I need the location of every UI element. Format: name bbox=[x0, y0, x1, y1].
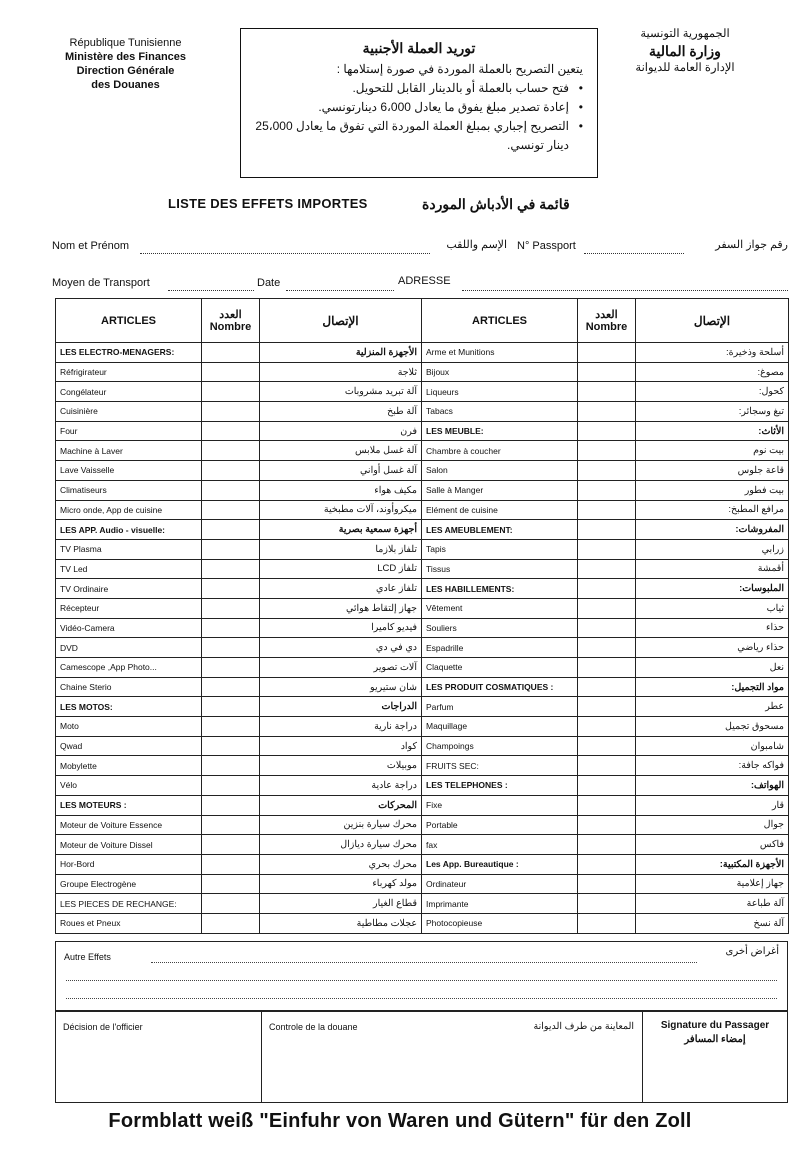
table-row bbox=[56, 677, 789, 697]
quantity-cell-right[interactable] bbox=[578, 756, 636, 776]
article-left-arabic: عجلات مطاطية bbox=[260, 913, 422, 933]
quantity-cell-left[interactable] bbox=[202, 776, 260, 796]
article-right-arabic: ثياب bbox=[636, 598, 789, 618]
article-right: Tissus bbox=[422, 559, 578, 579]
quantity-cell-right[interactable] bbox=[578, 638, 636, 658]
article-left: Roues et Pneux bbox=[56, 913, 202, 933]
article-left-arabic: موبيلات bbox=[260, 756, 422, 776]
article-right-arabic: الأثاث: bbox=[636, 421, 789, 441]
transport-label: Moyen de Transport bbox=[52, 277, 150, 289]
address-label: ADRESSE bbox=[398, 275, 451, 287]
quantity-cell-right[interactable] bbox=[578, 520, 636, 540]
other-effects-line-1[interactable] bbox=[151, 962, 697, 963]
designation-header-left: الإتصال bbox=[260, 299, 422, 343]
customs-control-label: Controle de la douane bbox=[269, 1022, 358, 1032]
table-row bbox=[56, 382, 789, 402]
header-left-line4: des Douanes bbox=[91, 79, 160, 91]
nombre-fr-right: Nombre bbox=[585, 321, 628, 333]
header-right-line1: الجمهورية التونسية bbox=[640, 28, 730, 40]
article-right-arabic: نعل bbox=[636, 658, 789, 678]
article-left-arabic: الأجهزة المنزلية bbox=[260, 343, 422, 363]
other-effects-label: Autre Effets bbox=[64, 952, 111, 962]
article-left-arabic: محرك سيارة ديازال bbox=[260, 835, 422, 855]
article-right-arabic: قاعة جلوس bbox=[636, 461, 789, 481]
article-right-arabic: أسلحة وذخيرة: bbox=[636, 343, 789, 363]
article-right: Espadrille bbox=[422, 638, 578, 658]
quantity-cell-right[interactable] bbox=[578, 913, 636, 933]
effects-table bbox=[55, 298, 789, 934]
article-right: LES HABILLEMENTS: bbox=[422, 579, 578, 599]
article-left: Four bbox=[56, 421, 202, 441]
image-caption: Formblatt weiß "Einfuhr von Waren und Gütern" für den Zoll bbox=[108, 1110, 692, 1132]
quantity-cell-right[interactable] bbox=[578, 835, 636, 855]
article-left-arabic: تلفاز بلازما bbox=[260, 539, 422, 559]
article-left-arabic: آلة غسل ملابس bbox=[260, 441, 422, 461]
article-right: LES PRODUIT COSMATIQUES : bbox=[422, 677, 578, 697]
article-right: Salle à Manger bbox=[422, 480, 578, 500]
name-label: Nom et Prénom bbox=[52, 240, 130, 252]
article-right-arabic: تبغ وسجائر: bbox=[636, 402, 789, 422]
quantity-cell-right[interactable] bbox=[578, 343, 636, 363]
article-right: Les App. Bureautique : bbox=[422, 854, 578, 874]
article-right: Arme et Munitions bbox=[422, 343, 578, 363]
quantity-cell-left[interactable] bbox=[202, 795, 260, 815]
customs-control-box[interactable] bbox=[262, 1012, 643, 1102]
article-left: Récepteur bbox=[56, 598, 202, 618]
page-title: LISTE DES EFFETS IMPORTES bbox=[168, 196, 368, 211]
quantity-cell-left[interactable] bbox=[202, 343, 260, 363]
article-right-arabic: عطر bbox=[636, 697, 789, 717]
header-right bbox=[600, 26, 770, 77]
article-left-arabic: مكيف هواء bbox=[260, 480, 422, 500]
header-right-line2: وزارة المالية bbox=[649, 43, 721, 59]
quantity-cell-left[interactable] bbox=[202, 520, 260, 540]
article-right: LES TELEPHONES : bbox=[422, 776, 578, 796]
page-title-arabic: قائمة في الأدباش الموردة bbox=[422, 196, 570, 212]
date-label: Date bbox=[257, 277, 281, 289]
article-left: Moto bbox=[56, 717, 202, 737]
quantity-cell-left[interactable] bbox=[202, 421, 260, 441]
quantity-cell-left[interactable] bbox=[202, 579, 260, 599]
quantity-cell-right[interactable] bbox=[578, 559, 636, 579]
article-left: Congélateur bbox=[56, 382, 202, 402]
quantity-cell-left[interactable] bbox=[202, 441, 260, 461]
table-row bbox=[56, 402, 789, 422]
signature-label-arabic: إمضاء المسافر bbox=[684, 1034, 746, 1045]
article-right-arabic: المفروشات: bbox=[636, 520, 789, 540]
article-left-arabic: تلفاز عادي bbox=[260, 579, 422, 599]
name-label-arabic: الإسم واللقب bbox=[446, 239, 507, 251]
article-right: fax bbox=[422, 835, 578, 855]
quantity-cell-right[interactable] bbox=[578, 402, 636, 422]
header-left bbox=[38, 36, 213, 92]
quantity-cell-right[interactable] bbox=[578, 717, 636, 737]
article-left: Climatiseurs bbox=[56, 480, 202, 500]
article-right-arabic: بيت فطور bbox=[636, 480, 789, 500]
article-right-arabic: شامبوان bbox=[636, 736, 789, 756]
article-right-arabic: حذاء رياضي bbox=[636, 638, 789, 658]
table-row bbox=[56, 421, 789, 441]
name-field[interactable] bbox=[140, 243, 430, 254]
article-left: Chaine Sterio bbox=[56, 677, 202, 697]
quantity-cell-right[interactable] bbox=[578, 854, 636, 874]
article-right: Portable bbox=[422, 815, 578, 835]
articles-header-left: ARTICLES bbox=[56, 299, 202, 343]
quantity-cell-right[interactable] bbox=[578, 815, 636, 835]
table-row bbox=[56, 913, 789, 933]
header-left-line2: Ministère des Finances bbox=[64, 51, 187, 63]
notice-intro: يتعين التصريح بالعملة الموردة في صورة إستلامها : bbox=[336, 62, 583, 76]
quantity-cell-right[interactable] bbox=[578, 539, 636, 559]
article-left: Vélo bbox=[56, 776, 202, 796]
passport-label-arabic: رقم جواز السفر bbox=[715, 239, 788, 251]
quantity-cell-right[interactable] bbox=[578, 874, 636, 894]
article-left: Moteur de Voiture Dissel bbox=[56, 835, 202, 855]
article-right: Liqueurs bbox=[422, 382, 578, 402]
table-row bbox=[56, 815, 789, 835]
other-effects-line-3[interactable] bbox=[66, 998, 777, 999]
nombre-fr-left: Nombre bbox=[209, 321, 252, 333]
quantity-cell-left[interactable] bbox=[202, 658, 260, 678]
article-right-arabic: زرابي bbox=[636, 539, 789, 559]
article-left-arabic: ثلاجة bbox=[260, 362, 422, 382]
officer-decision-label: Décision de l'officier bbox=[63, 1022, 143, 1032]
table-row bbox=[56, 874, 789, 894]
quantity-cell-left[interactable] bbox=[202, 362, 260, 382]
designation-header-right: الإتصال bbox=[636, 299, 789, 343]
quantity-cell-left[interactable] bbox=[202, 677, 260, 697]
quantity-cell-left[interactable] bbox=[202, 539, 260, 559]
article-right: LES AMEUBLEMENT: bbox=[422, 520, 578, 540]
article-right: Tabacs bbox=[422, 402, 578, 422]
quantity-cell-left[interactable] bbox=[202, 598, 260, 618]
table-row bbox=[56, 598, 789, 618]
article-left: Camescope ,App Photo... bbox=[56, 658, 202, 678]
article-left-arabic: قطاع الغيار bbox=[260, 894, 422, 914]
table-row bbox=[56, 776, 789, 796]
article-right-arabic: حذاء bbox=[636, 618, 789, 638]
quantity-cell-left[interactable] bbox=[202, 835, 260, 855]
article-left-arabic: تلفاز LCD bbox=[260, 559, 422, 579]
article-left-arabic: جهاز إلتقاط هوائي bbox=[260, 598, 422, 618]
quantity-cell-left[interactable] bbox=[202, 500, 260, 520]
article-right-arabic: مصوغ: bbox=[636, 362, 789, 382]
quantity-cell-left[interactable] bbox=[202, 756, 260, 776]
article-left-arabic: فرن bbox=[260, 421, 422, 441]
nombre-header-left bbox=[202, 299, 260, 343]
table-row bbox=[56, 343, 789, 363]
table-row bbox=[56, 520, 789, 540]
article-right-arabic: مرافع المطبخ: bbox=[636, 500, 789, 520]
quantity-cell-left[interactable] bbox=[202, 618, 260, 638]
article-left: LES MOTOS: bbox=[56, 697, 202, 717]
table-row bbox=[56, 717, 789, 737]
article-left-arabic: الدراجات bbox=[260, 697, 422, 717]
article-right: Chambre à coucher bbox=[422, 441, 578, 461]
article-left: TV Led bbox=[56, 559, 202, 579]
article-right-arabic: أقمشة bbox=[636, 559, 789, 579]
article-right: Souliers bbox=[422, 618, 578, 638]
quantity-cell-right[interactable] bbox=[578, 795, 636, 815]
table-row bbox=[56, 461, 789, 481]
article-left-arabic: أجهزة سمعية بصرية bbox=[260, 520, 422, 540]
article-right: LES MEUBLE: bbox=[422, 421, 578, 441]
quantity-cell-left[interactable] bbox=[202, 913, 260, 933]
quantity-cell-right[interactable] bbox=[578, 579, 636, 599]
article-right-arabic: جوال bbox=[636, 815, 789, 835]
quantity-cell-right[interactable] bbox=[578, 894, 636, 914]
article-left-arabic: دراجة نارية bbox=[260, 717, 422, 737]
other-effects-label-arabic: أغراض أخرى bbox=[725, 946, 779, 957]
quantity-cell-right[interactable] bbox=[578, 697, 636, 717]
article-right: Imprimante bbox=[422, 894, 578, 914]
article-left: Machine à Laver bbox=[56, 441, 202, 461]
table-row bbox=[56, 480, 789, 500]
currency-notice-box bbox=[240, 28, 598, 178]
quantity-cell-left[interactable] bbox=[202, 717, 260, 737]
table-row bbox=[56, 795, 789, 815]
article-right: Fixe bbox=[422, 795, 578, 815]
article-left-arabic: محرك سيارة بنزين bbox=[260, 815, 422, 835]
article-left: Mobylette bbox=[56, 756, 202, 776]
article-left-arabic: شان ستيريو bbox=[260, 677, 422, 697]
article-left-arabic: آلة طبخ bbox=[260, 402, 422, 422]
quantity-cell-left[interactable] bbox=[202, 815, 260, 835]
notice-bullet-3: • التصريح إجباري بمبلغ العملة الموردة التي تفوق ما يعادل 25،000 دينار تونسي. bbox=[255, 117, 583, 155]
article-left: LES MOTEURS : bbox=[56, 795, 202, 815]
table-row bbox=[56, 559, 789, 579]
article-right-arabic: كحول: bbox=[636, 382, 789, 402]
notice-bullet-1: • فتح حساب بالعملة أو بالدينار القابل للتحويل. bbox=[255, 79, 583, 98]
customs-control-label-arabic: المعاينة من طرف الديوانة bbox=[533, 1021, 634, 1032]
article-right: Ordinateur bbox=[422, 874, 578, 894]
article-right: Salon bbox=[422, 461, 578, 481]
other-effects-section bbox=[55, 941, 788, 1011]
table-row bbox=[56, 854, 789, 874]
table-row bbox=[56, 441, 789, 461]
table-row bbox=[56, 579, 789, 599]
passenger-signature-box[interactable] bbox=[643, 1012, 787, 1102]
article-left: Micro onde, App de cuisine bbox=[56, 500, 202, 520]
nombre-ar-left: العدد bbox=[219, 309, 242, 321]
table-row bbox=[56, 756, 789, 776]
article-right: Photocopieuse bbox=[422, 913, 578, 933]
article-right: Elément de cuisine bbox=[422, 500, 578, 520]
article-left-arabic: مولد كهرباء bbox=[260, 874, 422, 894]
table-row bbox=[56, 539, 789, 559]
nombre-header-right bbox=[578, 299, 636, 343]
article-right-arabic: قار bbox=[636, 795, 789, 815]
article-left: LES PIECES DE RECHANGE: bbox=[56, 894, 202, 914]
article-left: Cuisinière bbox=[56, 402, 202, 422]
article-left-arabic: دراجة عادية bbox=[260, 776, 422, 796]
quantity-cell-right[interactable] bbox=[578, 461, 636, 481]
table-row bbox=[56, 658, 789, 678]
quantity-cell-left[interactable] bbox=[202, 480, 260, 500]
table-row bbox=[56, 362, 789, 382]
quantity-cell-right[interactable] bbox=[578, 598, 636, 618]
table-row bbox=[56, 736, 789, 756]
article-right: Claquette bbox=[422, 658, 578, 678]
article-left-arabic: آلات تصوير bbox=[260, 658, 422, 678]
article-left-arabic: المحركات bbox=[260, 795, 422, 815]
table-row bbox=[56, 638, 789, 658]
article-left: Réfrigirateur bbox=[56, 362, 202, 382]
article-right-arabic: بيت نوم bbox=[636, 441, 789, 461]
notice-title: توريد العملة الأجنبية bbox=[362, 40, 476, 56]
article-right-arabic: الأجهزة المكتبية: bbox=[636, 854, 789, 874]
article-left: LES ELECTRO-MENAGERS: bbox=[56, 343, 202, 363]
decision-section bbox=[55, 1011, 788, 1103]
article-left-arabic: دي في دي bbox=[260, 638, 422, 658]
articles-header-right: ARTICLES bbox=[422, 299, 578, 343]
quantity-cell-left[interactable] bbox=[202, 736, 260, 756]
article-right-arabic: جهاز إعلامية bbox=[636, 874, 789, 894]
article-left: Qwad bbox=[56, 736, 202, 756]
article-right: Champoings bbox=[422, 736, 578, 756]
article-left: Groupe Electrogène bbox=[56, 874, 202, 894]
quantity-cell-left[interactable] bbox=[202, 638, 260, 658]
table-row bbox=[56, 618, 789, 638]
header-left-line1: République Tunisienne bbox=[69, 37, 182, 49]
address-field[interactable] bbox=[462, 280, 788, 291]
article-right: FRUITS SEC: bbox=[422, 756, 578, 776]
article-right-arabic: فاكس bbox=[636, 835, 789, 855]
article-right: Parfum bbox=[422, 697, 578, 717]
quantity-cell-left[interactable] bbox=[202, 894, 260, 914]
quantity-cell-left[interactable] bbox=[202, 559, 260, 579]
quantity-cell-right[interactable] bbox=[578, 658, 636, 678]
article-right-arabic: الملبوسات: bbox=[636, 579, 789, 599]
signature-label: Signature du Passager bbox=[660, 1020, 770, 1031]
article-right-arabic: مسحوق تجميل bbox=[636, 717, 789, 737]
article-right-arabic: مواد التجميل: bbox=[636, 677, 789, 697]
table-row bbox=[56, 697, 789, 717]
article-right: Maquillage bbox=[422, 717, 578, 737]
article-left-arabic: آلة تبريد مشروبات bbox=[260, 382, 422, 402]
quantity-cell-right[interactable] bbox=[578, 480, 636, 500]
quantity-cell-right[interactable] bbox=[578, 677, 636, 697]
quantity-cell-right[interactable] bbox=[578, 441, 636, 461]
article-left: LES APP. Audio - visuelle: bbox=[56, 520, 202, 540]
article-left-arabic: ميكروأوند، آلات مطبخية bbox=[260, 500, 422, 520]
article-left: TV Ordinaire bbox=[56, 579, 202, 599]
table-row bbox=[56, 835, 789, 855]
header-left-line3: Direction Générale bbox=[76, 65, 175, 77]
quantity-cell-right[interactable] bbox=[578, 618, 636, 638]
header-right-line3: الإدارة العامة للديوانة bbox=[635, 62, 735, 74]
article-right: Vêtement bbox=[422, 598, 578, 618]
article-left: DVD bbox=[56, 638, 202, 658]
article-right-arabic: فواكه جافة: bbox=[636, 756, 789, 776]
article-left-arabic: كواد bbox=[260, 736, 422, 756]
notice-bullet-2: • إعادة تصدير مبلغ يفوق ما يعادل 6،000 دينارتونسي. bbox=[255, 98, 583, 117]
article-left-arabic: فيديو كاميرا bbox=[260, 618, 422, 638]
table-row bbox=[56, 894, 789, 914]
date-field[interactable] bbox=[286, 280, 394, 291]
article-right: Bijoux bbox=[422, 362, 578, 382]
quantity-cell-left[interactable] bbox=[202, 461, 260, 481]
quantity-cell-left[interactable] bbox=[202, 854, 260, 874]
transport-field[interactable] bbox=[168, 280, 254, 291]
other-effects-line-2[interactable] bbox=[66, 980, 777, 981]
passport-label: N° Passport bbox=[517, 240, 576, 252]
article-left-arabic: آلة غسل أواني bbox=[260, 461, 422, 481]
quantity-cell-left[interactable] bbox=[202, 874, 260, 894]
table-header-row bbox=[56, 299, 789, 343]
article-left: Moteur de Voiture Essence bbox=[56, 815, 202, 835]
article-right-arabic: آلة نسخ bbox=[636, 913, 789, 933]
quantity-cell-right[interactable] bbox=[578, 382, 636, 402]
article-left: Vidéo-Camera bbox=[56, 618, 202, 638]
quantity-cell-right[interactable] bbox=[578, 362, 636, 382]
article-right-arabic: الهواتف: bbox=[636, 776, 789, 796]
article-right-arabic: آلة طباعة bbox=[636, 894, 789, 914]
quantity-cell-left[interactable] bbox=[202, 382, 260, 402]
nombre-ar-right: العدد bbox=[595, 309, 618, 321]
article-left-arabic: محرك بحري bbox=[260, 854, 422, 874]
passport-field[interactable] bbox=[584, 243, 684, 254]
quantity-cell-right[interactable] bbox=[578, 500, 636, 520]
officer-decision-box[interactable] bbox=[56, 1012, 262, 1102]
article-left: TV Plasma bbox=[56, 539, 202, 559]
quantity-cell-right[interactable] bbox=[578, 736, 636, 756]
quantity-cell-left[interactable] bbox=[202, 697, 260, 717]
quantity-cell-right[interactable] bbox=[578, 776, 636, 796]
article-left: Hor-Bord bbox=[56, 854, 202, 874]
table-row bbox=[56, 500, 789, 520]
quantity-cell-right[interactable] bbox=[578, 421, 636, 441]
quantity-cell-left[interactable] bbox=[202, 402, 260, 422]
article-left: Lave Vaisselle bbox=[56, 461, 202, 481]
article-right: Tapis bbox=[422, 539, 578, 559]
